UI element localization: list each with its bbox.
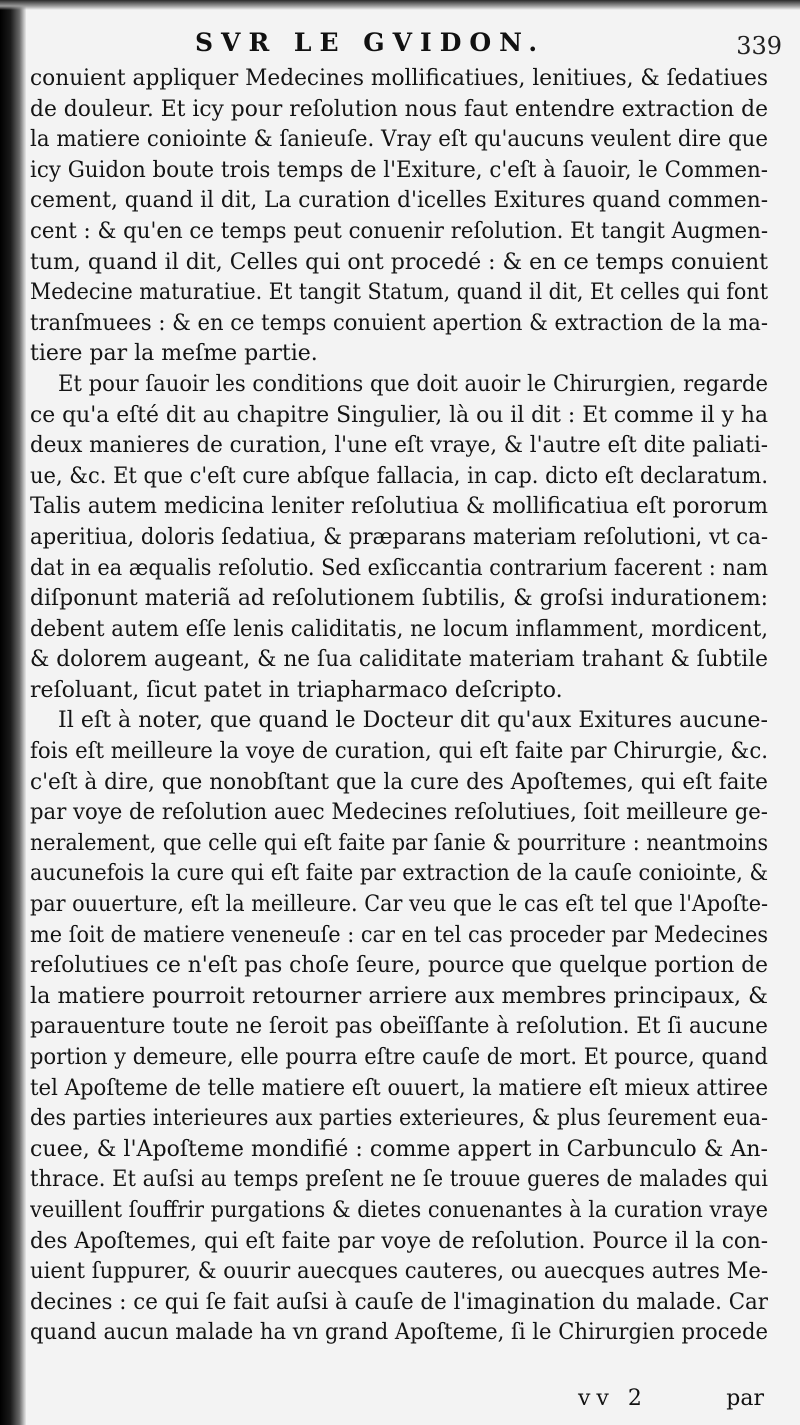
text-line: aucunefois la cure qui eſt faite par extraction de la cauſe coniointe, & — [30, 861, 768, 887]
text-line: icy Guidon boute trois temps de l'Exiture, c'eſt à ſauoir, le Commen- — [30, 157, 768, 183]
text-line: de douleur. Et icy pour reſolution nous faut entendre extraction de — [30, 96, 768, 122]
text-line: parauenture toute ne ſeroit pas obeïſſante à reſolution. Et ſi aucune — [30, 1014, 768, 1040]
text-line: conuient appliquer Medecines mollificatiues, lenitiues, & ſedatiues — [30, 66, 768, 91]
text-line: c'eſt à dire, que nonobſtant que la cure des Apoſtemes, qui eſt faite — [30, 769, 768, 795]
text-line: ue, &c. Et que c'eſt cure abſque fallacia, in cap. dicto eſt declaratum. — [30, 463, 768, 489]
text-line: Talis autem medicina leniter reſolutiua & mollificatiua eſt pororum — [30, 494, 768, 520]
text-line: cent : & qu'en ce temps peut conuenir reſolution. Et tangit Augmen- — [30, 218, 768, 244]
text-line: la matiere coniointe & ſanieuſe. Vray eſt qu'aucuns veulent dire que — [30, 127, 768, 153]
text-line: portion y demeure, elle pourra eſtre cauſe de mort. Et pource, quand — [30, 1045, 768, 1070]
text-line: aperitiua, doloris ſedatiua, & præparans materiam reſolutioni, vt ca- — [30, 524, 768, 550]
text-line: la matiere pourroit retourner arriere aux membres principaux, & — [30, 983, 768, 1009]
text-line: tel Apoſteme de telle matiere eſt ouuert, la matiere eſt mieux attiree — [30, 1075, 768, 1101]
text-line: Il eſt à noter, que quand le Docteur dit qu'aux Exitures aucune- — [58, 708, 768, 734]
body-text — [30, 64, 768, 1349]
binding-shadow — [0, 0, 26, 1425]
text-line: tum, quand il dit, Celles qui ont procedé : & en ce temps conuient — [30, 249, 768, 275]
text-line: reſolutiues ce n'eſt pas choſe ſeure, pource que quelque portion de — [30, 953, 768, 979]
text-line: diſponunt materiã ad reſolutionem ſubtilis, & groſsi indurationem: — [30, 586, 768, 612]
text-line: neralement, que celle qui eſt faite par ſanie & pourriture : neantmoins — [30, 830, 768, 856]
text-line: des parties interieures aux parties exterieures, & plus ſeurement eua- — [30, 1106, 768, 1132]
text-line: tranſmuees : & en ce temps conuient apertion & extraction de la ma- — [30, 310, 768, 336]
text-line: reſoluant, ſicut patet in triapharmaco deſcripto. — [30, 677, 563, 703]
text-line: tiere par la meſme partie. — [30, 341, 318, 367]
text-line: cuee, & l'Apoſteme mondifié : comme appert in Carbunculo & An- — [30, 1136, 768, 1162]
text-line: thrace. Et auſsi au temps preſent ne ſe trouue gueres de malades qui — [30, 1167, 768, 1193]
text-line: quand aucun malade ha vn grand Apoſteme, ſi le Chirurgien procede — [30, 1320, 768, 1346]
text-line: Et pour ſauoir les conditions que doit auoir le Chirurgien, regarde — [58, 371, 768, 397]
text-line: deux manieres de curation, l'une eſt vraye, & l'autre eſt dite paliati- — [30, 433, 768, 459]
text-line: me ſoit de matiere veneneuſe : car en tel cas proceder par Medecines — [30, 922, 768, 948]
text-line: par voye de reſolution auec Medecines reſolutiues, ſoit meilleure ge- — [30, 800, 768, 826]
text-line: decines : ce qui ſe fait auſsi à cauſe de l'imagination du malade. Car — [30, 1289, 768, 1315]
text-line: uient ſuppurer, & ouurir auecques cauteres, ou auecques autres Me- — [30, 1259, 768, 1285]
text-line: par ouuerture, eſt la meilleure. Car veu que le cas eſt tel que l'Apoſte- — [30, 892, 768, 918]
signature-mark: vv 2 — [578, 1386, 648, 1411]
page-footer — [30, 1386, 790, 1420]
page-top-edge — [0, 0, 800, 10]
text-line: debent autem eſſe lenis caliditatis, ne locum inflamment, mordicent, — [30, 616, 768, 642]
running-head: SVR LE GVIDON. — [195, 28, 546, 57]
paragraph-2 — [30, 370, 768, 707]
text-line: veuillent ſouffrir purgations & dietes conuenantes à la curation vraye — [30, 1197, 768, 1223]
text-line: dat in ea æqualis reſolutio. Sed exſiccantia contrarium facerent : nam — [30, 555, 768, 581]
text-line: des Apoſtemes, qui eſt faite par voye de reſolution. Pource il la con- — [30, 1228, 768, 1254]
catchword: par — [726, 1386, 764, 1411]
page-header — [30, 22, 790, 62]
text-line: fois eſt meilleure la voye de curation, qui eſt faite par Chirurgie, &c. — [30, 739, 768, 765]
text-line: cement, quand il dit, La curation d'icelles Exitures quand commen- — [30, 188, 768, 214]
text-line: ce qu'a eſté dit au chapitre Singulier, là ou il dit : Et comme il y ha — [30, 402, 768, 428]
paragraph-1 — [30, 64, 768, 370]
text-line: & dolorem augeant, & ne ſua caliditate materiam trahant & ſubtile — [30, 647, 768, 673]
page-number: 339 — [736, 32, 782, 60]
paragraph-3 — [30, 706, 768, 1348]
text-line: Medecine maturatiue. Et tangit Statum, quand il dit, Et celles qui font — [30, 280, 768, 306]
